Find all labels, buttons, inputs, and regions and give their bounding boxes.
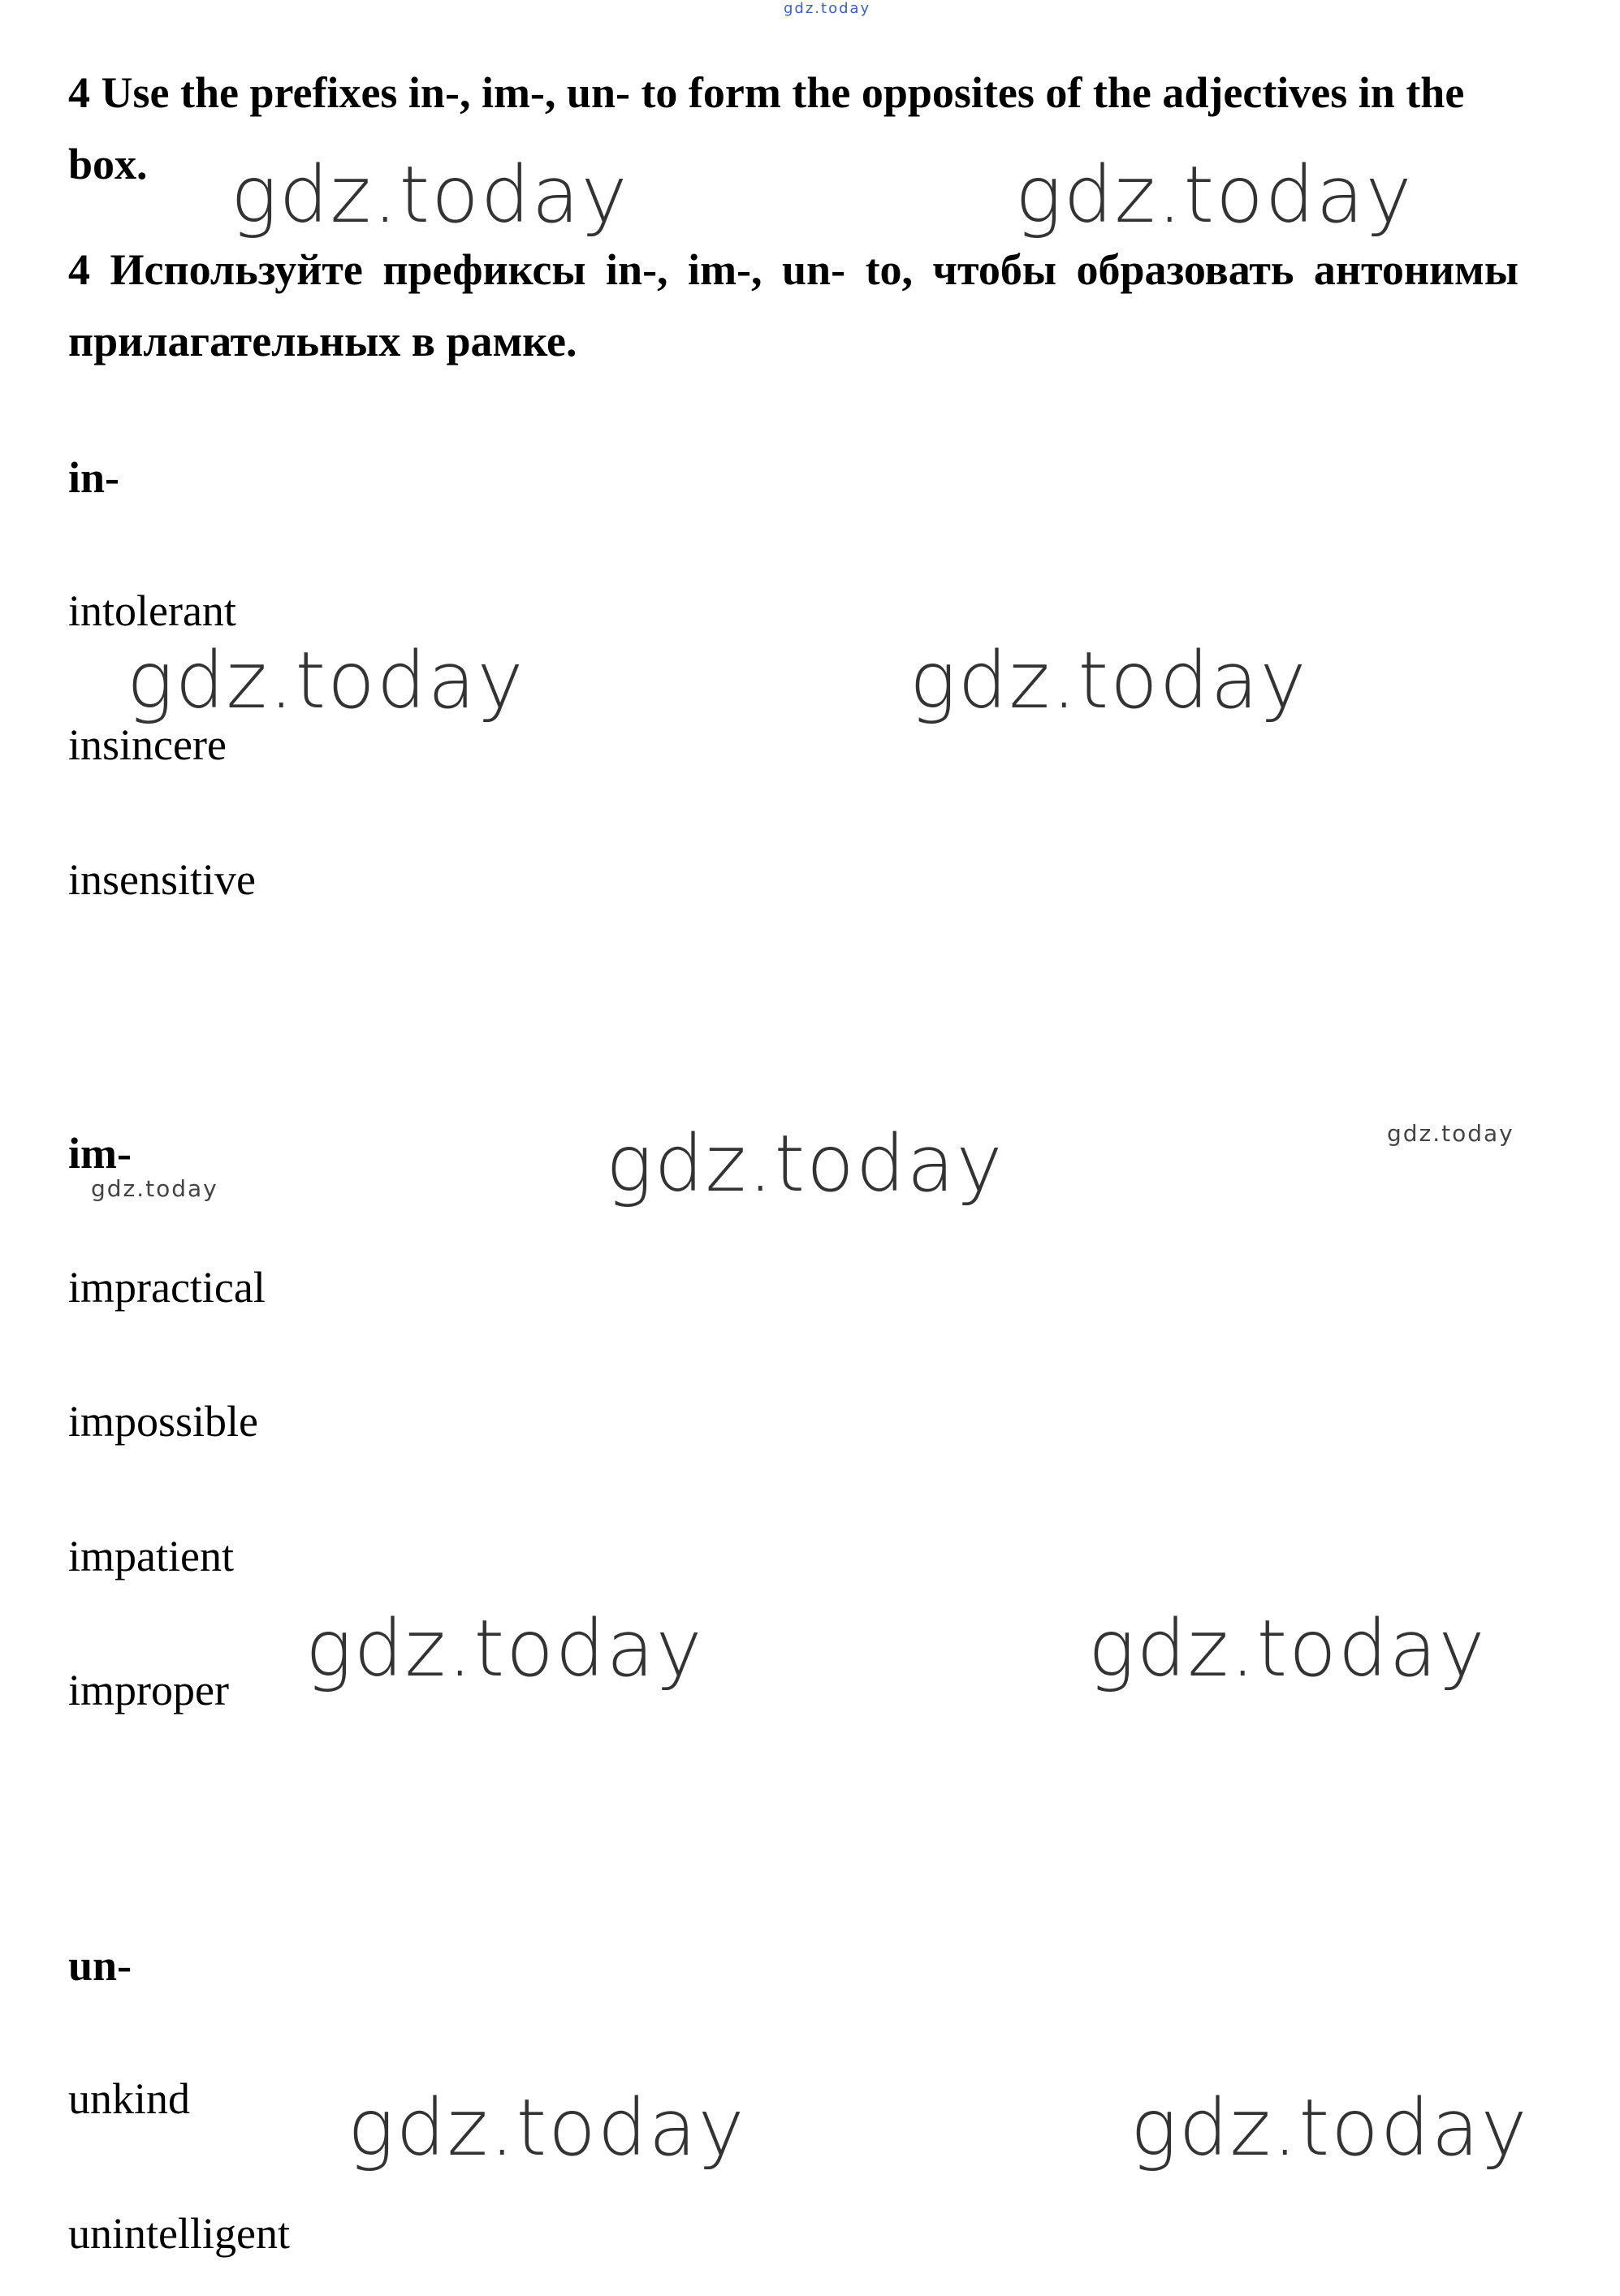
task-english: 4 Use the prefixes in-, im-, un- to form the opposites of the adjectives in the box. (68, 68, 1465, 188)
watermark: gdz.today (1088, 1603, 1487, 1694)
word-improper: improper (68, 1666, 229, 1714)
word-unkind: unkind (68, 2074, 191, 2123)
watermark-small: gdz.today (91, 1175, 218, 1202)
watermark: gdz.today (348, 2082, 746, 2173)
watermark: gdz.today (305, 1603, 704, 1694)
watermark: gdz.today (1015, 149, 1414, 240)
watermark-small: gdz.today (1387, 1120, 1514, 1147)
watermark: gdz.today (231, 149, 629, 240)
task-russian: 4 Используйте префиксы in-, im-, un- to, чтобы образовать антонимы прилагательных в рамке. (68, 245, 1518, 365)
section-heading-im: im- (68, 1129, 132, 1178)
watermark-top: gdz.today (784, 0, 871, 17)
word-intolerant: intolerant (68, 586, 236, 635)
word-impractical: impractical (68, 1263, 266, 1312)
word-impatient: impatient (68, 1532, 234, 1580)
word-unintelligent: unintelligent (68, 2209, 290, 2258)
word-insensitive: insensitive (68, 855, 256, 904)
watermark: gdz.today (1130, 2082, 1529, 2173)
section-heading-in: in- (68, 453, 120, 502)
watermark: gdz.today (127, 635, 525, 726)
watermark: gdz.today (909, 635, 1308, 726)
word-impossible: impossible (68, 1397, 259, 1446)
section-heading-un: un- (68, 1941, 132, 1990)
watermark: gdz.today (606, 1118, 1004, 1209)
word-insincere: insincere (68, 720, 227, 769)
